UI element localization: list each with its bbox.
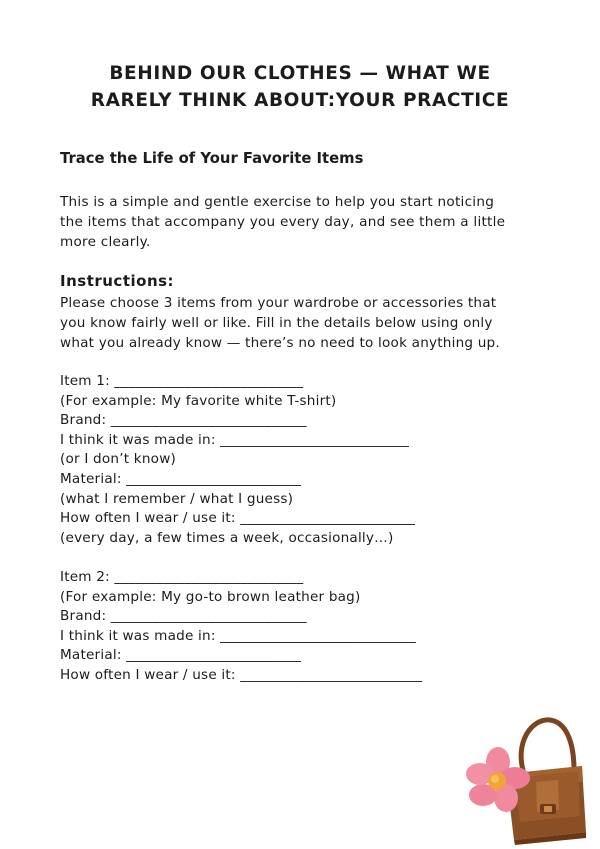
item-1-form (60, 372, 415, 548)
intro-line-3: more clearly. (60, 234, 151, 250)
intro-paragraph (60, 192, 550, 252)
item-2-material-field[interactable]: Material: _________________________ (60, 647, 302, 664)
item-1-made-in-hint: (or I don’t know) (60, 451, 177, 468)
item-2-brand-field[interactable]: Brand: ____________________________ (60, 608, 307, 625)
instructions-line-1: Please choose 3 items from your wardrobe or accessories that (60, 295, 497, 311)
item-2-made-in-field[interactable]: I think it was made in: ____________________________ (60, 627, 417, 644)
title-line-2: RARELY THINK ABOUT:YOUR PRACTICE (90, 90, 510, 111)
intro-line-2: the items that accompany you every day, and see them a little (60, 214, 506, 230)
item-1-name-field[interactable]: Item 1: ___________________________ (60, 373, 304, 389)
item-1-made-in-field[interactable]: I think it was made in: ___________________________ (60, 431, 410, 448)
item-1-brand-field[interactable]: Brand: ____________________________ (60, 412, 307, 429)
item-2-example-hint: (For example: My go-to brown leather bag) (60, 588, 361, 605)
instructions-heading: Instructions: (60, 272, 175, 290)
instructions-line-2: you know fairly well or like. Fill in the details below using only (60, 315, 493, 331)
decorative-illustration (462, 712, 600, 849)
intro-line-1: This is a simple and gentle exercise to help you start noticing (60, 194, 495, 210)
exercise-subtitle: Trace the Life of Your Favorite Items (60, 150, 364, 167)
item-2-form (60, 568, 422, 686)
item-1-frequency-hint: (every day, a few times a week, occasionally…) (60, 529, 394, 546)
bag-strap (521, 720, 574, 774)
item-1-material-hint: (what I remember / what I guess) (60, 490, 294, 507)
title-line-1: BEHIND OUR CLOTHES — WHAT WE (109, 63, 491, 84)
instructions-paragraph (60, 293, 500, 353)
item-1-example-hint: (For example: My favorite white T-shirt) (60, 392, 337, 409)
item-2-frequency-field[interactable]: How often I wear / use it: __________________________ (60, 666, 423, 683)
item-2-name-field[interactable]: Item 2: ___________________________ (60, 569, 304, 585)
item-1-frequency-field[interactable]: How often I wear / use it: _________________________ (60, 510, 416, 527)
item-1-material-field[interactable]: Material: _________________________ (60, 470, 302, 487)
instructions-line-3: what you already know — there’s no need to look anything up. (60, 335, 500, 351)
page-title (0, 60, 600, 114)
